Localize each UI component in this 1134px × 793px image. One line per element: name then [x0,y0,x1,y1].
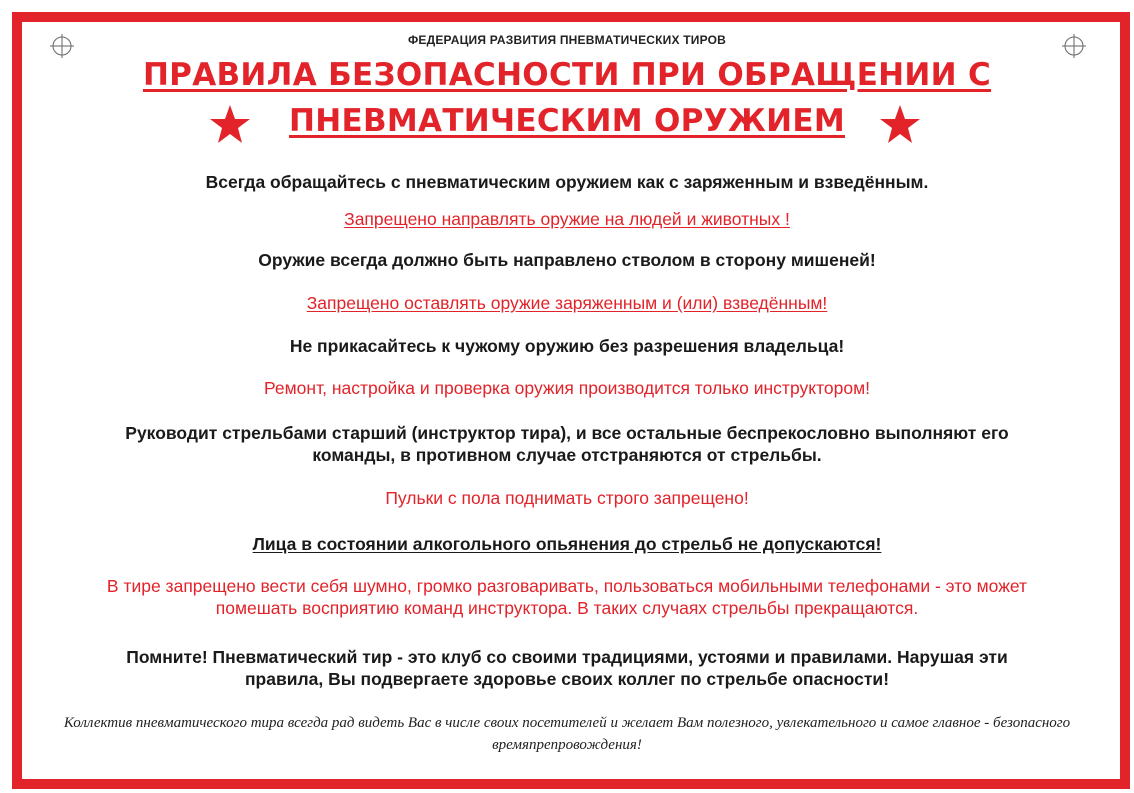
organization-name: ФЕДЕРАЦИЯ РАЗВИТИЯ ПНЕВМАТИЧЕСКИХ ТИРОВ [407,33,727,47]
rule-item: Помните! Пневматический тир - это клуб со своими традициями, устоями и правилами. Нарушая эти правила, Вы подвергаете здоровье своих коллег по стрельбе опасности! [126,647,1008,689]
footer-note: Коллектив пневматического тира всегда рад видеть Вас в числе своих посетителей и желает Вам полезного, увлекательного и самое главное - безопасного времяпрепровождения! [63,715,1071,753]
star-icon [879,103,921,145]
title-line-2: ПНЕВМАТИЧЕСКИМ ОРУЖИЕМ [288,103,846,139]
rule-item: Ремонт, настройка и проверка оружия производится только инструктором! [264,378,870,398]
rule-item: Оружие всегда должно быть направлено стволом в сторону мишеней! [258,250,876,270]
rule-item: Лица в состоянии алкогольного опьянения до стрельб не допускаются! [252,534,882,554]
rule-item: Пульки с пола поднимать строго запрещено! [385,488,749,508]
rule-item: В тире запрещено вести себя шумно, громко разговаривать, пользоваться мобильными телефонами - это может помешать восприятию команд инструктора. В таких случаях стрельбы прекращаются. [106,576,1028,618]
rule-item: Руководит стрельбами старший (инструктор тира), и все остальные беспрекословно выполняют его команды, в противном случае отстраняются от стрельбы. [125,423,1009,465]
star-icon [209,103,251,145]
rule-item: Не прикасайтесь к чужому оружию без разрешения владельца! [289,336,845,356]
rule-item: Запрещено направлять оружие на людей и животных ! [344,209,790,229]
title-line-1: ПРАВИЛА БЕЗОПАСНОСТИ ПРИ ОБРАЩЕНИИ С [142,57,992,93]
rule-item: Всегда обращайтесь с пневматическим оружием как с заряженным и взведённым. [205,172,929,192]
rule-item: Запрещено оставлять оружие заряженным и (или) взведённым! [306,293,828,313]
